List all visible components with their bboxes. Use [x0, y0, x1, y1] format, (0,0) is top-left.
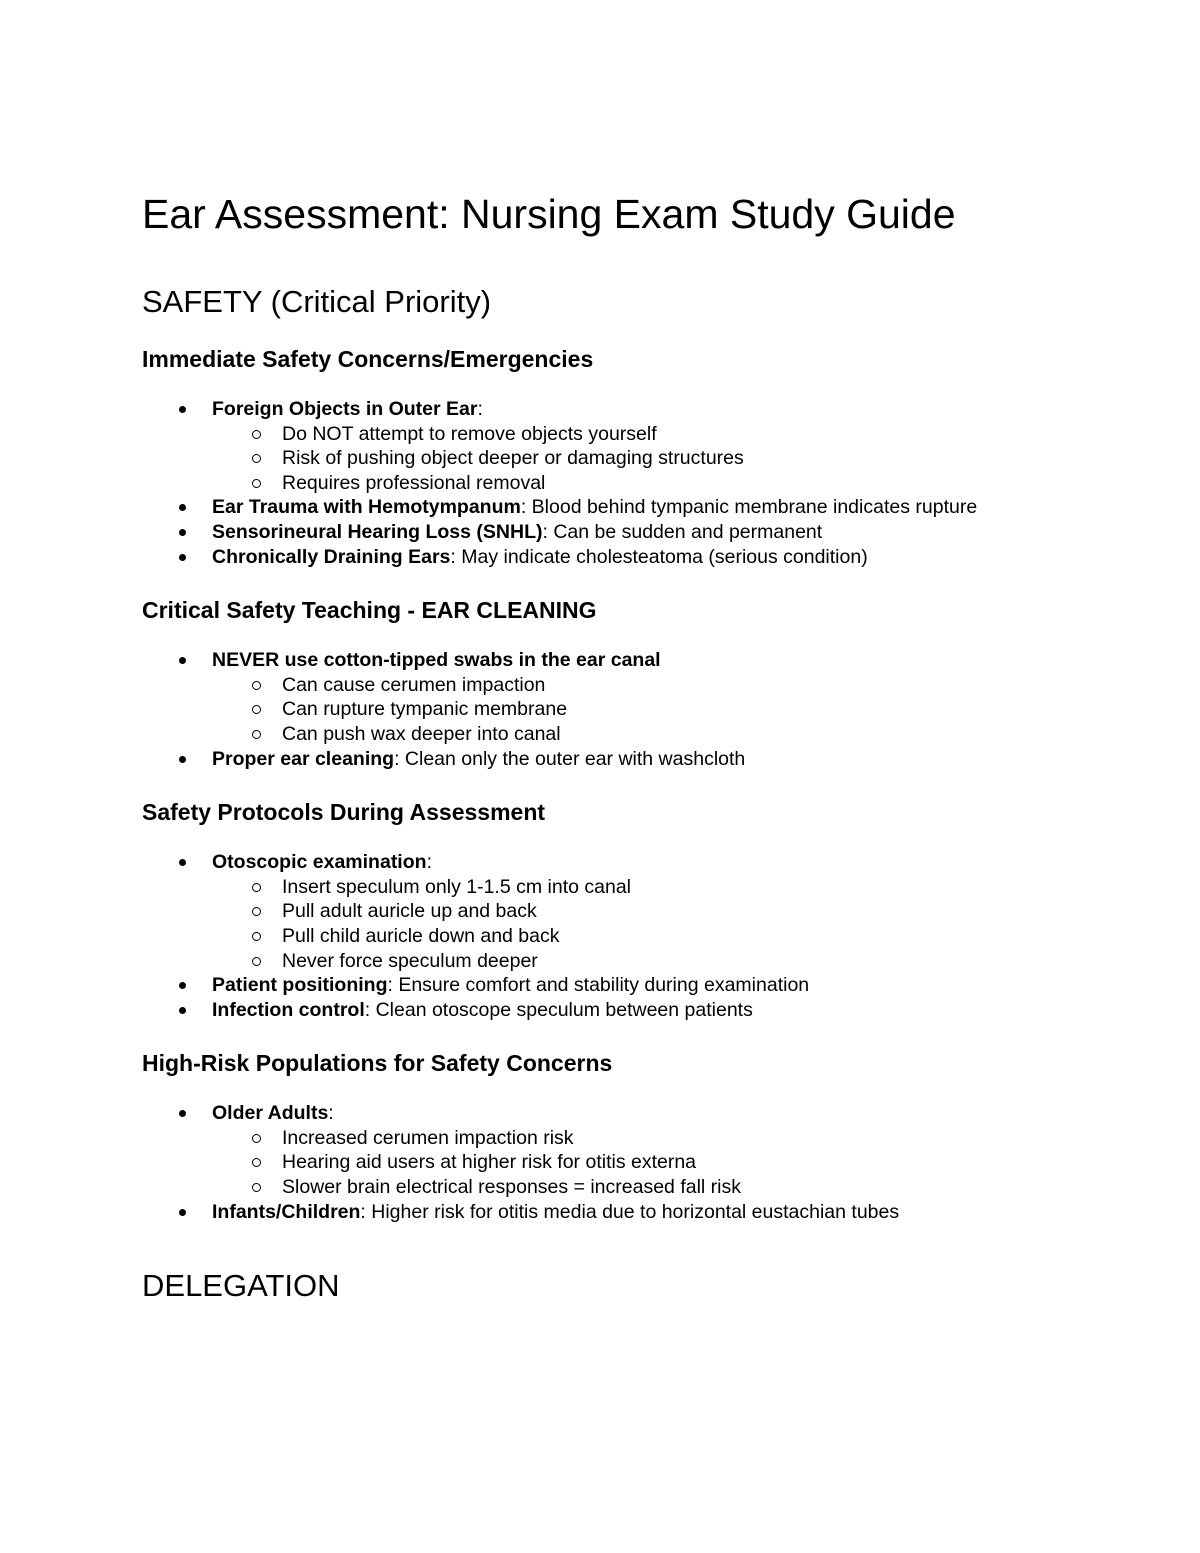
item-lead: Foreign Objects in Outer Ear: [212, 398, 478, 420]
sub-list: [212, 673, 992, 747]
item-lead: Older Adults: [212, 1102, 329, 1125]
item-lead: Infection control: [212, 998, 365, 1021]
sub-list: [212, 875, 992, 973]
sub-list: [212, 422, 992, 496]
sub-list-item: Requires professional removal: [212, 471, 992, 496]
subheading-safety-protocols: Safety Protocols During Assessment: [142, 799, 546, 826]
item-text: : Blood behind tympanic membrane indicates rupture: [520, 496, 978, 519]
item-text: : Can be sudden and permanent: [542, 520, 823, 543]
sub-list-item: Insert speculum only 1-1.5 cm into canal: [212, 875, 992, 900]
sub-list-item: Slower brain electrical responses = increased fall risk: [212, 1175, 992, 1200]
sub-list: [212, 1126, 992, 1200]
subheading-immediate-concerns: Immediate Safety Concerns/Emergencies: [142, 346, 594, 372]
sub-list-item: Pull child auricle down and back: [212, 924, 992, 949]
item-lead: NEVER use cotton-tipped swabs in the ear canal: [212, 649, 661, 672]
sub-list-item: Do NOT attempt to remove objects yourself: [212, 422, 992, 447]
item-text: : Higher risk for otitis media due to horizontal eustachian tubes: [360, 1200, 900, 1223]
list-item: [142, 397, 992, 495]
sub-list-item: Increased cerumen impaction risk: [212, 1126, 992, 1151]
item-lead: Patient positioning: [212, 974, 388, 997]
document-content: [142, 188, 1042, 1306]
item-text: : Ensure comfort and stability during examination: [387, 974, 810, 997]
safety-protocols-list: [142, 850, 1042, 1022]
item-lead: Otoscopic examination: [212, 851, 427, 874]
item-text: :: [426, 851, 432, 874]
sub-list-item: Risk of pushing object deeper or damaging structures: [212, 446, 992, 471]
sub-list-item: Can push wax deeper into canal: [212, 722, 992, 747]
subheading-high-risk-populations: High-Risk Populations for Safety Concerns: [142, 1050, 613, 1077]
list-item: [142, 648, 992, 746]
item-lead: Proper ear cleaning: [212, 747, 395, 770]
list-item: [142, 545, 992, 570]
sub-list-item: Can cause cerumen impaction: [212, 673, 992, 698]
list-item: [142, 495, 992, 520]
high-risk-populations-list: [142, 1101, 1042, 1224]
sub-list-item: Can rupture tympanic membrane: [212, 697, 992, 722]
list-item: [142, 998, 992, 1023]
sub-list-item: Pull adult auricle up and back: [212, 899, 992, 924]
immediate-concerns-list: [142, 397, 1042, 569]
list-item: [142, 973, 992, 998]
ear-cleaning-list: [142, 648, 1042, 771]
list-item: [142, 1200, 992, 1225]
item-lead: Infants/Children: [212, 1200, 361, 1223]
item-text: :: [328, 1102, 334, 1125]
item-text: : May indicate cholesteatoma (serious condition): [450, 545, 868, 568]
item-text: : Clean only the outer ear with washcloth: [394, 747, 746, 770]
item-lead: Ear Trauma with Hemotympanum: [212, 496, 521, 519]
list-item: [142, 1101, 992, 1199]
list-item: [142, 850, 992, 973]
item-text: : Clean otoscope speculum between patients: [364, 998, 753, 1021]
item-lead: Chronically Draining Ears: [212, 545, 451, 568]
page-title: Ear Assessment: Nursing Exam Study Guide: [142, 191, 956, 237]
section-heading-safety: SAFETY (Critical Priority): [142, 284, 492, 319]
sub-list-item: Hearing aid users at higher risk for otitis externa: [212, 1150, 992, 1175]
section-heading-delegation: DELEGATION: [142, 1268, 340, 1304]
subheading-ear-cleaning: Critical Safety Teaching - EAR CLEANING: [142, 597, 597, 624]
item-lead: Sensorineural Hearing Loss (SNHL): [212, 520, 543, 543]
list-item: [142, 520, 992, 545]
item-text: :: [477, 398, 483, 420]
sub-list-item: Never force speculum deeper: [212, 949, 992, 974]
list-item: [142, 747, 992, 772]
